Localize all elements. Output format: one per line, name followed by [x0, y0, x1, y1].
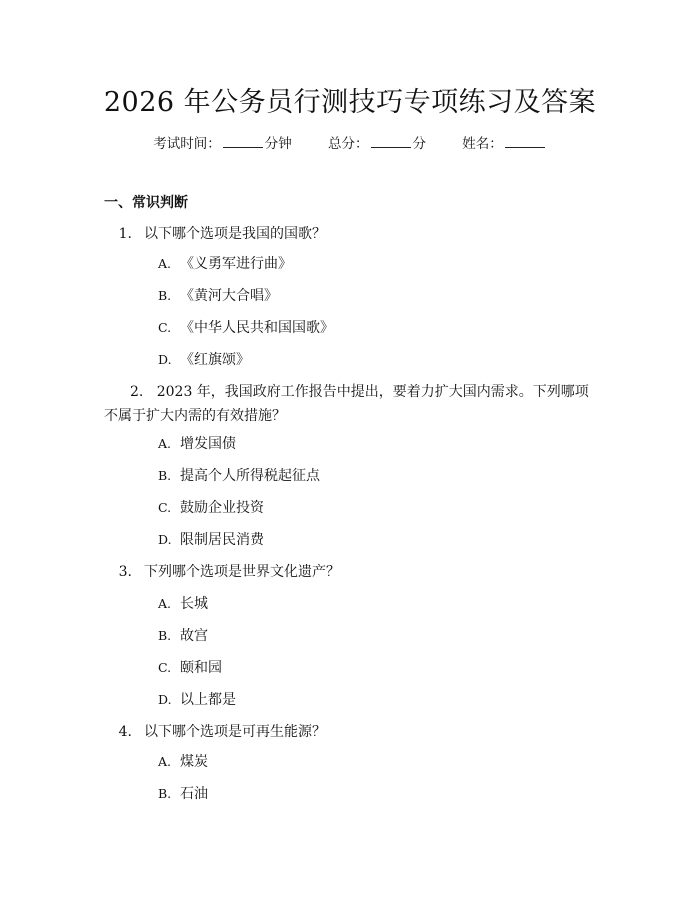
question-text: 以下哪个选项是我国的国歌？ — [144, 226, 326, 242]
question-number: 2. — [130, 384, 144, 400]
time-unit: 分钟 — [264, 136, 292, 152]
option-label: B. — [158, 628, 172, 643]
option-label: A. — [158, 256, 172, 271]
option-text: 石油 — [180, 786, 208, 802]
option-label: B. — [158, 288, 172, 303]
question-2-option-d — [158, 530, 264, 550]
time-label: 考试时间： — [153, 136, 221, 152]
option-text: 以上都是 — [180, 692, 236, 708]
option-text: 故宫 — [180, 628, 208, 644]
score-blank — [371, 146, 411, 148]
question-4-option-b — [158, 784, 208, 804]
option-text: 增发国债 — [180, 436, 236, 452]
question-3-option-d — [158, 690, 236, 710]
option-label: D. — [158, 352, 172, 367]
page-title: 2026 年公务员行测技巧专项练习及答案 — [103, 87, 597, 118]
option-label: A. — [158, 596, 172, 611]
option-label: A. — [158, 754, 172, 769]
option-text: 鼓励企业投资 — [180, 500, 264, 516]
option-text: 煤炭 — [180, 754, 208, 770]
exam-meta — [0, 132, 700, 152]
question-text: 2023 年，我国政府工作报告中提出，要着力扩大国内需求。下列哪项不属于扩大内需的有效措施？ — [104, 384, 589, 424]
question-2 — [104, 380, 594, 428]
question-number: 1. — [118, 226, 132, 242]
option-text: 《红旗颂》 — [180, 352, 250, 368]
time-blank — [223, 146, 263, 148]
time-field — [153, 132, 292, 152]
option-text: 提高个人所得税起征点 — [180, 468, 320, 484]
question-2-option-c — [158, 498, 264, 518]
option-text: 《黄河大合唱》 — [180, 288, 278, 304]
option-label: C. — [158, 500, 172, 515]
question-2-option-b — [158, 466, 320, 486]
question-1-option-d — [158, 350, 250, 370]
option-label: B. — [158, 786, 172, 801]
question-3-option-a — [158, 594, 208, 614]
option-text: 限制居民消费 — [180, 532, 264, 548]
question-text: 下列哪个选项是世界文化遗产？ — [144, 564, 340, 580]
question-2-option-a — [158, 434, 236, 454]
section-heading: 一、常识判断 — [104, 195, 188, 211]
option-label: A. — [158, 436, 172, 451]
question-3-option-c — [158, 658, 222, 678]
question-1-option-c — [158, 318, 334, 338]
option-text: 《中华人民共和国国歌》 — [180, 320, 334, 336]
option-label: C. — [158, 320, 172, 335]
score-field — [328, 132, 426, 152]
question-1-option-a — [158, 254, 292, 274]
option-label: B. — [158, 468, 172, 483]
option-text: 《义勇军进行曲》 — [180, 256, 292, 272]
question-number: 4. — [118, 724, 132, 740]
question-1-option-b — [158, 286, 278, 306]
score-unit: 分 — [412, 136, 426, 152]
score-label: 总分： — [328, 136, 369, 152]
option-label: D. — [158, 532, 172, 547]
question-3 — [104, 560, 594, 584]
option-text: 颐和园 — [180, 660, 222, 676]
name-label: 姓名： — [462, 136, 503, 152]
option-label: C. — [158, 660, 172, 675]
question-text: 以下哪个选项是可再生能源？ — [144, 724, 326, 740]
name-field — [462, 132, 547, 152]
option-text: 长城 — [180, 596, 208, 612]
question-1 — [104, 222, 594, 246]
question-4-option-a — [158, 752, 208, 772]
option-label: D. — [158, 692, 172, 707]
question-3-option-b — [158, 626, 208, 646]
question-4 — [104, 720, 594, 744]
name-blank — [505, 146, 545, 148]
question-number: 3. — [118, 564, 132, 580]
